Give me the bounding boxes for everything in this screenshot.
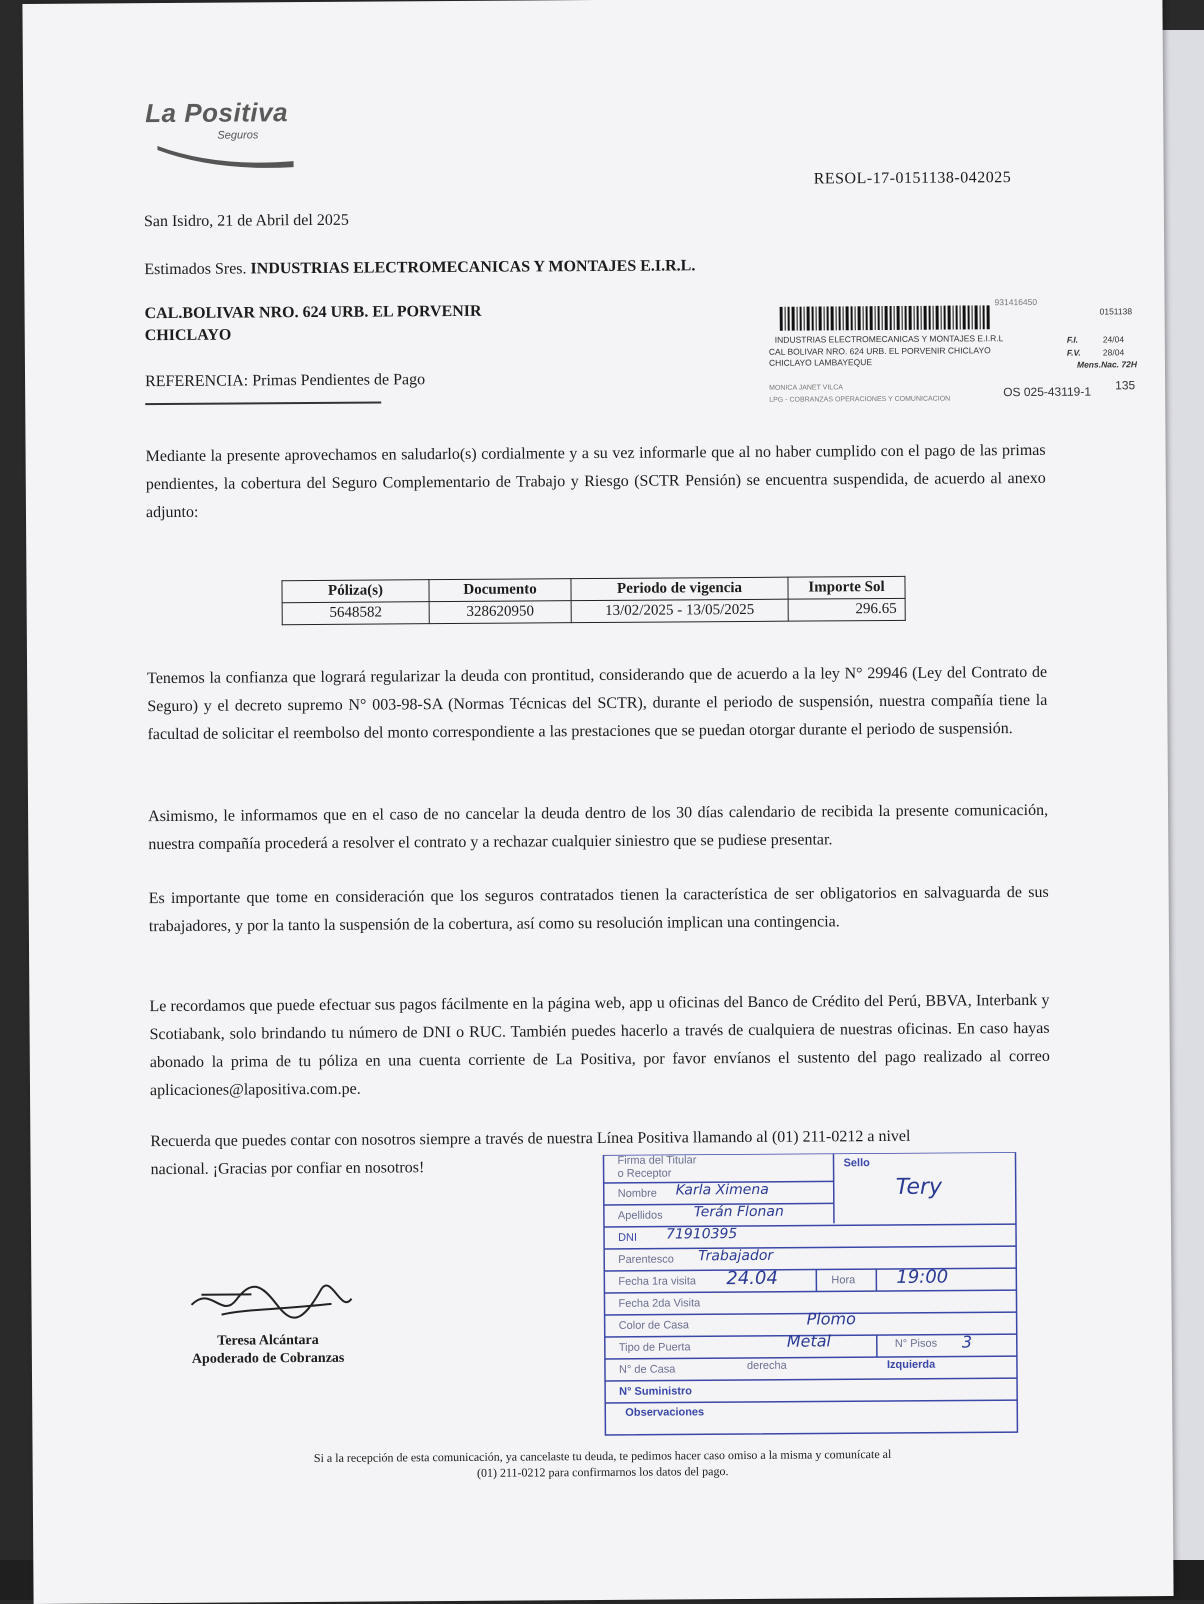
reference xyxy=(145,371,425,391)
la-positiva-logo xyxy=(145,97,306,178)
paragraph-6-line-2: nacional. ¡Gracias por confiar en nosotros! xyxy=(150,1150,1050,1184)
stamp-firma-label: Firma del Titular xyxy=(617,1154,696,1177)
cell-poliza: 5648582 xyxy=(282,602,429,625)
label-os: OS 025-43119-1 xyxy=(1003,385,1091,400)
stamp-pisos-label: N° Pisos xyxy=(895,1338,937,1360)
stamp-tipo-label: Tipo de Puerta xyxy=(619,1341,691,1364)
greeting xyxy=(144,257,695,279)
paragraph-1: Mediante la presente aprovechamos en saludarlo(s) cordialmente y a su vez informarle que al no haber cumplido con el pago de las primas pendientes, la cobertura del Seguro Complementario de Trabajo y Riesgo (SCTR Pensión) se encuentra suspendida, de acuerdo al anexo adjunto: xyxy=(145,437,1046,527)
stamp-fecha2-label: Fecha 2da Visita xyxy=(618,1297,700,1320)
header-poliza: Póliza(s) xyxy=(282,580,429,603)
barcode-icon xyxy=(780,305,1010,333)
stamp-obs-label: Observaciones xyxy=(625,1406,704,1429)
paragraph-2: Tenemos la confianza que logrará regularizar la deuda con prontitud, considerando que de acuerdo a la ley N° 29946 (Ley del Contrato de Seguro) y el decreto supremo N° 003-98-SA (Normas Técnicas del SCTR), durante el periodo de suspensión, nuestra compañía tiene la facultad de solicitar el reembolso del monto correspondiente a las prestaciones que se puedan otorgar durante el periodo de suspensión. xyxy=(147,659,1048,749)
label-agent: MONICA JANET VILCA xyxy=(769,382,843,394)
address-line-2: CHICLAYO xyxy=(145,323,482,347)
stamp-derecha-label: derecha xyxy=(747,1360,787,1382)
label-city: CHICLAYO LAMBAYEQUE xyxy=(769,357,872,369)
reception-stamp xyxy=(575,1152,1022,1445)
stamp-apellidos-label: Apellidos xyxy=(618,1210,663,1232)
recipient-company: INDUSTRIAS ELECTROMECANICAS Y MONTAJES E.I.R.L. xyxy=(250,257,695,277)
stamp-color-label: Color de Casa xyxy=(619,1319,689,1341)
stamp-nombre-value: Karla Ximena xyxy=(676,1182,769,1205)
signer-name: Teresa Alcántara xyxy=(192,1332,345,1351)
reference-underline xyxy=(145,402,381,406)
shipping-label xyxy=(755,296,1156,414)
address-line-1: CAL.BOLIVAR NRO. 624 URB. EL PORVENIR xyxy=(145,301,482,325)
policy-table xyxy=(281,576,905,625)
reference-label: REFERENCIA: xyxy=(145,372,248,390)
header-importe: Importe Sol xyxy=(788,576,905,599)
stamp-hora-value: 19:00 xyxy=(896,1267,948,1289)
cell-documento: 328620950 xyxy=(429,601,571,624)
footer-line-2: (01) 211-0212 para confirmarnos los datos del pago. xyxy=(253,1462,953,1483)
paragraph-6-line-1: Recuerda que puedes contar con nosotros siempre a través de nuestra Línea Positiva llamando al (01) 211-0212 a nivel xyxy=(150,1122,1050,1156)
stamp-hora-label: Hora xyxy=(831,1274,855,1296)
stamp-izquierda-label: Izquierda xyxy=(887,1359,935,1381)
swoosh-icon xyxy=(155,141,295,172)
paragraph-3: Asimismo, le informamos que en el caso de no cancelar la deuda dentro de los 30 días calendario de recibida la presente comunicación, nuestra compañía procederá a resolver el contrato y a rechazar cualquier siniestro que se pudiese presentar. xyxy=(148,797,1048,859)
label-address: CAL BOLIVAR NRO. 624 URB. EL PORVENIR CHICLAYO xyxy=(769,345,991,358)
stamp-ncasa-label: N° de Casa xyxy=(619,1363,676,1385)
recipient-address xyxy=(145,301,482,347)
header-periodo: Periodo de vigencia xyxy=(571,577,788,601)
stamp-apellidos-value: Terán Flonan xyxy=(694,1204,784,1227)
barcode-number: 931416450 xyxy=(994,297,1037,308)
stamp-dni-value: 71910395 xyxy=(666,1226,737,1248)
label-fv-value: 28/04 xyxy=(1103,347,1124,358)
table-row xyxy=(282,598,905,624)
cell-periodo: 13/02/2025 - 13/05/2025 xyxy=(571,599,788,623)
label-fv-label: F.V. xyxy=(1067,348,1081,359)
stamp-suministro-label: N° Suministro xyxy=(619,1385,692,1408)
stamp-parentesco-label: Parentesco xyxy=(618,1253,674,1275)
footer-note xyxy=(253,1446,953,1483)
stamp-fecha1-label: Fecha 1ra visita xyxy=(618,1275,696,1298)
paragraph-4: Es importante que tome en consideración que los seguros contratados tienen la característica de ser obligatorios en salvaguarda de sus trabajadores, y por la tanto la suspensión de la cobertura, así como su resolución implican una contingencia. xyxy=(149,879,1049,941)
stamp-tipo-value: Metal xyxy=(787,1331,831,1353)
label-code: 0151138 xyxy=(1100,306,1133,317)
paragraph-5: Le recordamos que puede efectuar sus pagos fácilmente en la página web, app u oficinas del Banco de Crédito del Perú, BBVA, Interbank y Scotiabank, solo brindando tu número de DNI o RUC. También puedes hacerlo a través de cualquiera de nuestras oficinas. En caso hayas abonado la prima de tu póliza en una cuenta corriente de La Positiva, por favor envíanos el sustento del pago realizado al correo aplicaciones@lapositiva.com.pe. xyxy=(149,987,1050,1105)
resolution-number: RESOL-17-0151138-042025 xyxy=(814,169,1012,188)
stamp-parentesco-value: Trabajador xyxy=(698,1248,773,1271)
cell-importe: 296.65 xyxy=(788,598,905,621)
label-fi-value: 24/04 xyxy=(1103,334,1124,345)
signature-icon xyxy=(181,1264,361,1335)
reference-text: Primas Pendientes de Pago xyxy=(252,371,425,389)
greeting-prefix: Estimados Sres. xyxy=(144,260,246,278)
brand-sub: Seguros xyxy=(217,129,258,141)
label-company: INDUSTRIAS ELECTROMECANICAS Y MONTAJES E.I.R.L xyxy=(775,333,1004,346)
letter-page xyxy=(22,0,1173,1604)
label-fi-label: F.I. xyxy=(1067,335,1078,346)
label-seq: 135 xyxy=(1115,378,1135,392)
stamp-sello-label: Sello xyxy=(844,1157,870,1179)
label-mens: Mens.Nac. 72H xyxy=(1077,359,1137,370)
date-line: San Isidro, 21 de Abril del 2025 xyxy=(144,212,349,231)
signer-block xyxy=(192,1332,345,1369)
footer-line-1: Si a la recepción de esta comunicación, ya cancelaste tu deuda, te pedimos hacer caso omiso a la misma y comunícate al xyxy=(253,1446,953,1467)
stamp-fecha1-value: 24.04 xyxy=(726,1268,778,1290)
stamp-sello-signature: Tery xyxy=(896,1175,942,1197)
stamp-receptor-label: o Receptor xyxy=(618,1167,672,1189)
brand-name: La Positiva xyxy=(145,97,305,129)
signer-title: Apoderado de Cobranzas xyxy=(192,1350,345,1369)
header-documento: Documento xyxy=(429,579,571,602)
label-dept: LPG - COBRANZAS OPERACIONES Y COMUNICACION xyxy=(769,394,950,406)
stamp-dni-label: DNI xyxy=(618,1232,637,1254)
stamp-nombre-label: Nombre xyxy=(618,1188,657,1210)
stamp-pisos-value: 3 xyxy=(962,1332,972,1354)
stamp-color-value: Plomo xyxy=(807,1309,856,1331)
